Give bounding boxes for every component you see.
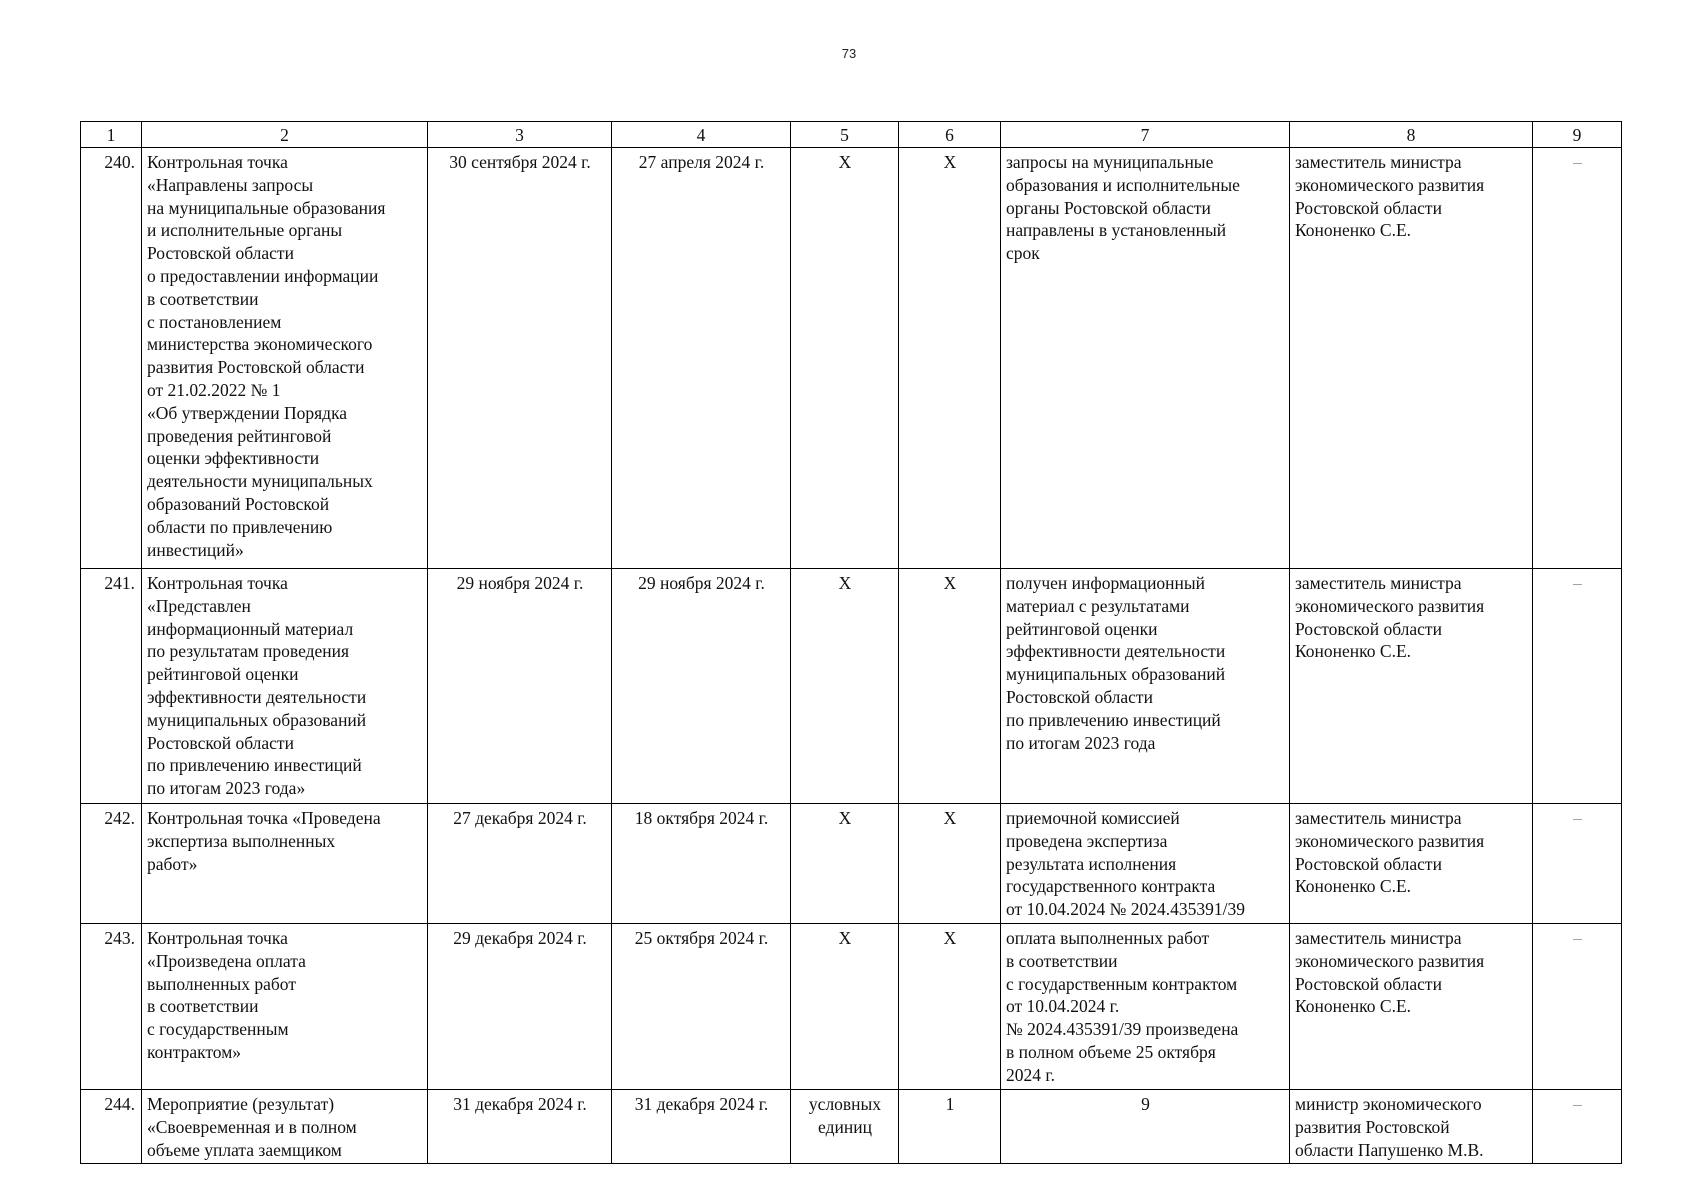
value-cell: Х [899,148,1001,569]
value-cell: 1 [899,1090,1001,1164]
value-cell: Х [899,569,1001,804]
header-row [81,122,1622,148]
table-row [81,569,1622,804]
planned-date: 31 декабря 2024 г. [428,1090,612,1164]
actual-date: 29 ноября 2024 г. [612,569,791,804]
note-cell: – [1533,148,1622,569]
responsible-cell: заместитель министра экономического развития Ростовской области Кононенко С.Е. [1290,924,1533,1090]
table-row [81,804,1622,924]
table-row [81,1090,1622,1164]
actual-date: 31 декабря 2024 г. [612,1090,791,1164]
note-cell: – [1533,924,1622,1090]
item-name: Контрольная точка «Произведена оплата выполненных работ в соответствии с государственным контрактом» [142,924,428,1090]
column-header: 1 [81,122,142,148]
actual-date: 18 октября 2024 г. [612,804,791,924]
planned-date: 29 декабря 2024 г. [428,924,612,1090]
result-cell: приемочной комиссией проведена экспертиза результата исполнения государственного контракта от 10.04.2024 № 2024.435391/39 [1001,804,1290,924]
item-name: Контрольная точка «Представлен информационный материал по результатам проведения рейтинговой оценки эффективности деятельности муниципальных образований Ростовской области по привлечению инвестиций по итогам 2023 года» [142,569,428,804]
result-cell: получен информационный материал с результатами рейтинговой оценки эффективности деятельности муниципальных образований Ростовской области по привлечению инвестиций по итогам 2023 года [1001,569,1290,804]
responsible-cell: заместитель министра экономического развития Ростовской области Кононенко С.Е. [1290,148,1533,569]
column-header: 9 [1533,122,1622,148]
unit-cell: Х [791,148,899,569]
report-table [80,121,1622,1164]
result-cell: оплата выполненных работ в соответствии с государственным контрактом от 10.04.2024 г. № 2024.435391/39 произведена в полном объеме 25 октября 2024 г. [1001,924,1290,1090]
item-name: Контрольная точка «Проведена экспертиза выполненных работ» [142,804,428,924]
responsible-cell: заместитель министра экономического развития Ростовской области Кононенко С.Е. [1290,804,1533,924]
value-cell: Х [899,924,1001,1090]
responsible-cell: министр экономического развития Ростовской области Папушенко М.В. [1290,1090,1533,1164]
row-number: 240. [81,148,142,569]
column-header: 6 [899,122,1001,148]
planned-date: 27 декабря 2024 г. [428,804,612,924]
row-number: 241. [81,569,142,804]
note-cell: – [1533,804,1622,924]
unit-cell: Х [791,924,899,1090]
actual-date: 27 апреля 2024 г. [612,148,791,569]
unit-cell: условных единиц [791,1090,899,1164]
column-header: 4 [612,122,791,148]
column-header: 7 [1001,122,1290,148]
result-cell: запросы на муниципальные образования и исполнительные органы Ростовской области направлены в установленный срок [1001,148,1290,569]
column-header: 5 [791,122,899,148]
result-cell: 9 [1001,1090,1290,1164]
value-cell: Х [899,804,1001,924]
unit-cell: Х [791,569,899,804]
item-name: Контрольная точка «Направлены запросы на муниципальные образования и исполнительные органы Ростовской области о предоставлении информации в соответствии с постановлением министерства экономического развития Ростовской области от 21.02.2022 № 1 «Об утверждении Порядка проведения рейтинговой оценки эффективности деятельности муниципальных образований Ростовской области по привлечению инвестиций» [142,148,428,569]
planned-date: 30 сентября 2024 г. [428,148,612,569]
table-row [81,148,1622,569]
column-header: 2 [142,122,428,148]
item-name: Мероприятие (результат) «Своевременная и в полном объеме уплата заемщиком [142,1090,428,1164]
unit-cell: Х [791,804,899,924]
column-number-header [81,122,1622,148]
column-header: 8 [1290,122,1533,148]
page-number: 73 [841,46,857,61]
note-cell: – [1533,569,1622,804]
row-number: 243. [81,924,142,1090]
row-number: 244. [81,1090,142,1164]
responsible-cell: заместитель министра экономического развития Ростовской области Кононенко С.Е. [1290,569,1533,804]
column-header: 3 [428,122,612,148]
row-number: 242. [81,804,142,924]
table-row [81,924,1622,1090]
note-cell: – [1533,1090,1622,1164]
planned-date: 29 ноября 2024 г. [428,569,612,804]
actual-date: 25 октября 2024 г. [612,924,791,1090]
